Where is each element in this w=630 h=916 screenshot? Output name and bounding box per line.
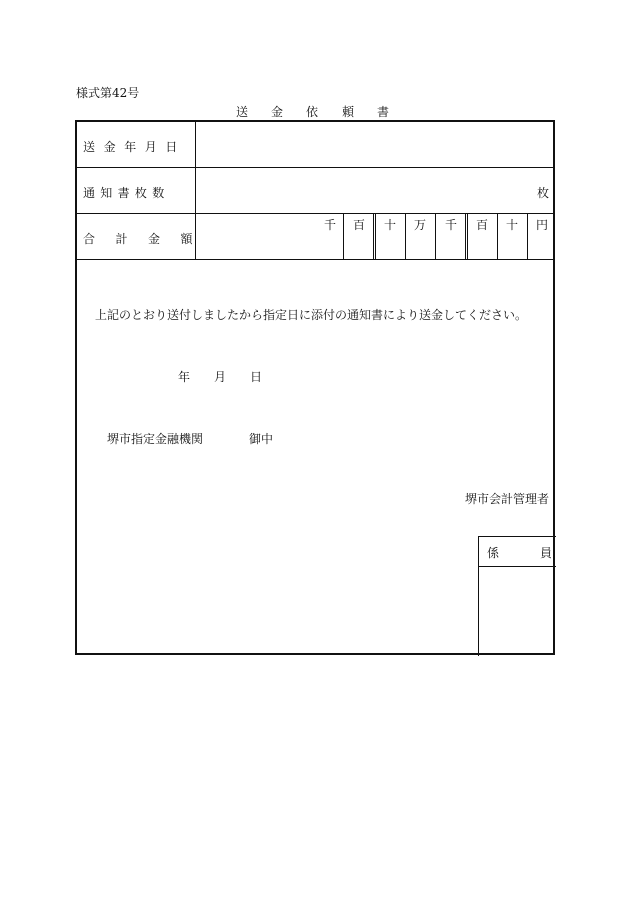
date-month-label: 月: [214, 370, 227, 384]
row-divider: [77, 259, 555, 260]
label-notice-count: 通知書枚数: [83, 186, 170, 200]
title-char: 書: [377, 105, 390, 119]
stamp-header: [479, 537, 556, 567]
title-char: 依: [306, 105, 319, 119]
digit-label: 千: [444, 218, 457, 232]
row-divider: [77, 167, 555, 168]
title-char: 頼: [342, 105, 355, 119]
digit-label: 百: [352, 218, 365, 232]
stamp-box: [478, 536, 556, 656]
date-day-label: 日: [250, 370, 263, 384]
label-remit-date: 送金年月日: [83, 140, 187, 154]
date-year-label: 年: [178, 370, 191, 384]
digit-label: 万: [413, 218, 426, 232]
form-table: [75, 120, 555, 655]
form-number: 様式第42号: [76, 86, 140, 100]
digit-label: 十: [383, 218, 396, 232]
addressee-name: 堺市指定金融機関: [107, 432, 204, 446]
row-divider: [77, 213, 555, 214]
title-char: 送: [236, 105, 249, 119]
unit-sheets: 枚: [536, 186, 549, 200]
digit-label: 十: [505, 218, 518, 232]
stamp-label-right: 員: [540, 546, 553, 560]
request-notice: 上記のとおり送付しましたから指定日に添付の通知書により送金してください。: [95, 308, 528, 322]
title-char: 金: [271, 105, 284, 119]
stamp-label-left: 係: [487, 546, 500, 560]
addressee-honorific: 御中: [249, 432, 274, 446]
digit-label: 千: [323, 218, 336, 232]
digit-label: 百: [475, 218, 488, 232]
sender-title: 堺市会計管理者: [464, 492, 549, 506]
digit-label: 円: [535, 218, 548, 232]
label-total-amount: 合計金額: [83, 232, 214, 246]
